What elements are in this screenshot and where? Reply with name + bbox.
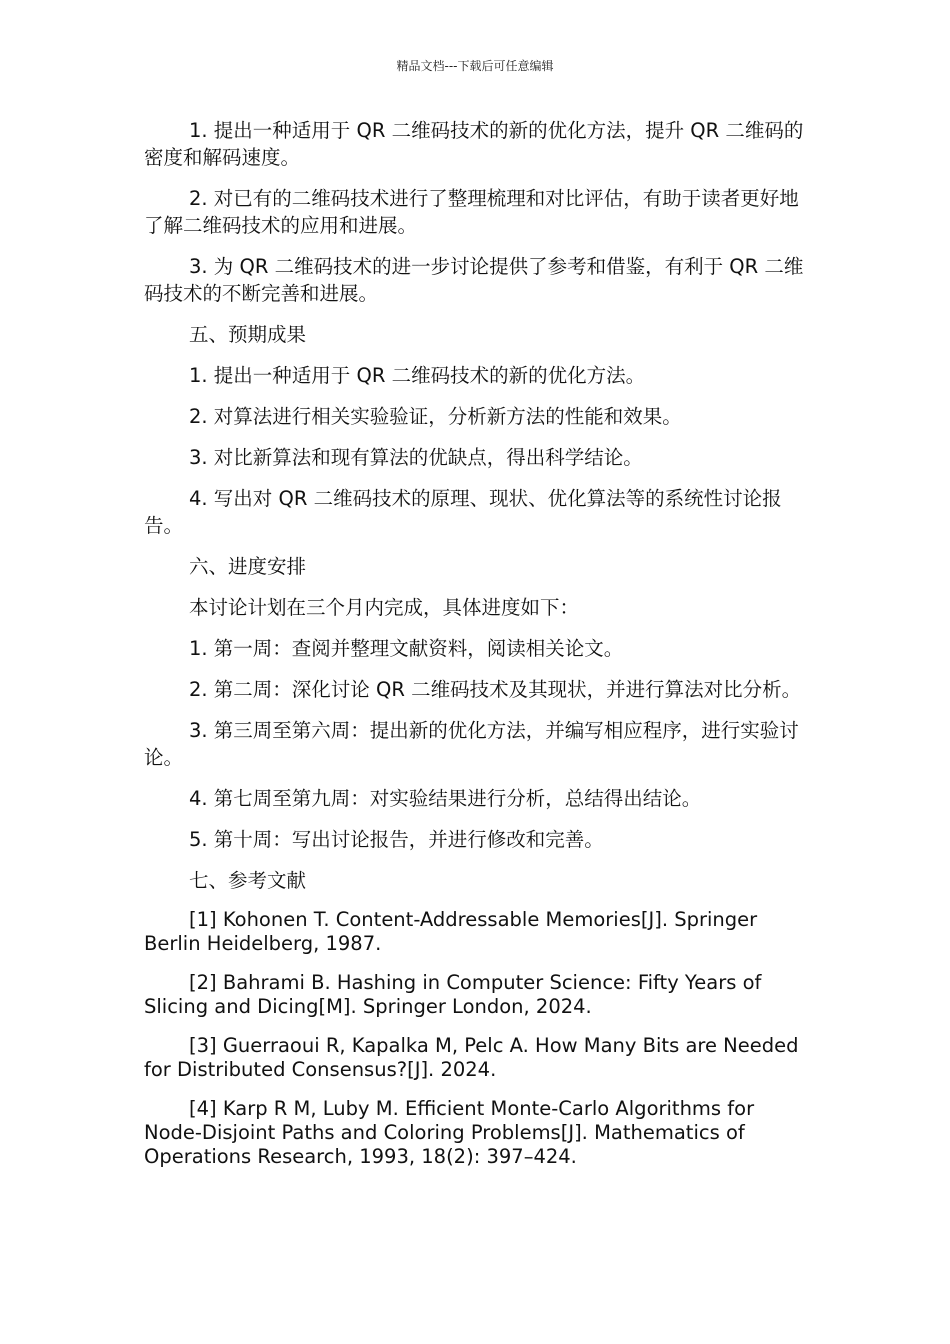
schedule-intro: 本讨论计划在三个月内完成，具体进度如下：	[189, 596, 580, 619]
page-header: 精品文档---下载后可任意编辑	[396, 59, 554, 73]
contribution-item-1: 1. 提出一种适用于 QR 二维码技术的新的优化方法，提升 QR 二维码的密度和解码速度。	[144, 119, 804, 169]
reference-item-3: [3] Guerraoui R, Kapalka M, Pelc A. How Many Bits are Needed for Distributed Consensus?[J]. 2024.	[144, 1034, 799, 1081]
reference-item-1: [1] Kohonen T. Content-Addressable Memories[J]. Springer Berlin Heidelberg, 1987.	[144, 908, 758, 955]
schedule-item-3: 3. 第三周至第六周：提出新的优化方法，并编写相应程序，进行实验讨论。	[144, 719, 799, 769]
schedule-item-2: 2. 第二周：深化讨论 QR 二维码技术及其现状，并进行算法对比分析。	[189, 678, 802, 701]
contribution-item-2: 2. 对已有的二维码技术进行了整理梳理和对比评估，有助于读者更好地了解二维码技术的应用和进展。	[144, 187, 799, 237]
schedule-item-1: 1. 第一周：查阅并整理文献资料，阅读相关论文。	[189, 637, 624, 660]
reference-item-2: [2] Bahrami B. Hashing in Computer Science: Fifty Years of Slicing and Dicing[M]. Springer London, 2024.	[144, 971, 762, 1018]
document-body	[144, 117, 806, 1184]
contribution-item-3: 3. 为 QR 二维码技术的进一步讨论提供了参考和借鉴，有利于 QR 二维码技术的不断完善和进展。	[144, 255, 804, 305]
section-heading-schedule: 六、进度安排	[189, 555, 307, 578]
expected-result-item-1: 1. 提出一种适用于 QR 二维码技术的新的优化方法。	[189, 364, 646, 387]
schedule-item-5: 5. 第十周：写出讨论报告，并进行修改和完善。	[189, 828, 604, 851]
section-heading-references: 七、参考文献	[189, 869, 307, 892]
section-heading-expected-results: 五、预期成果	[189, 323, 307, 346]
reference-item-4: [4] Karp R M, Luby M. Efficient Monte-Carlo Algorithms for Node-Disjoint Paths and Coloring Problems[J]. Mathematics of Operations Research, 1993, 18(2): 397–424.	[144, 1097, 755, 1168]
schedule-item-4: 4. 第七周至第九周：对实验结果进行分析，总结得出结论。	[189, 787, 702, 810]
expected-result-item-2: 2. 对算法进行相关实验验证，分析新方法的性能和效果。	[189, 405, 682, 428]
expected-result-item-4: 4. 写出对 QR 二维码技术的原理、现状、优化算法等的系统性讨论报告。	[144, 487, 782, 537]
expected-result-item-3: 3. 对比新算法和现有算法的优缺点，得出科学结论。	[189, 446, 643, 469]
